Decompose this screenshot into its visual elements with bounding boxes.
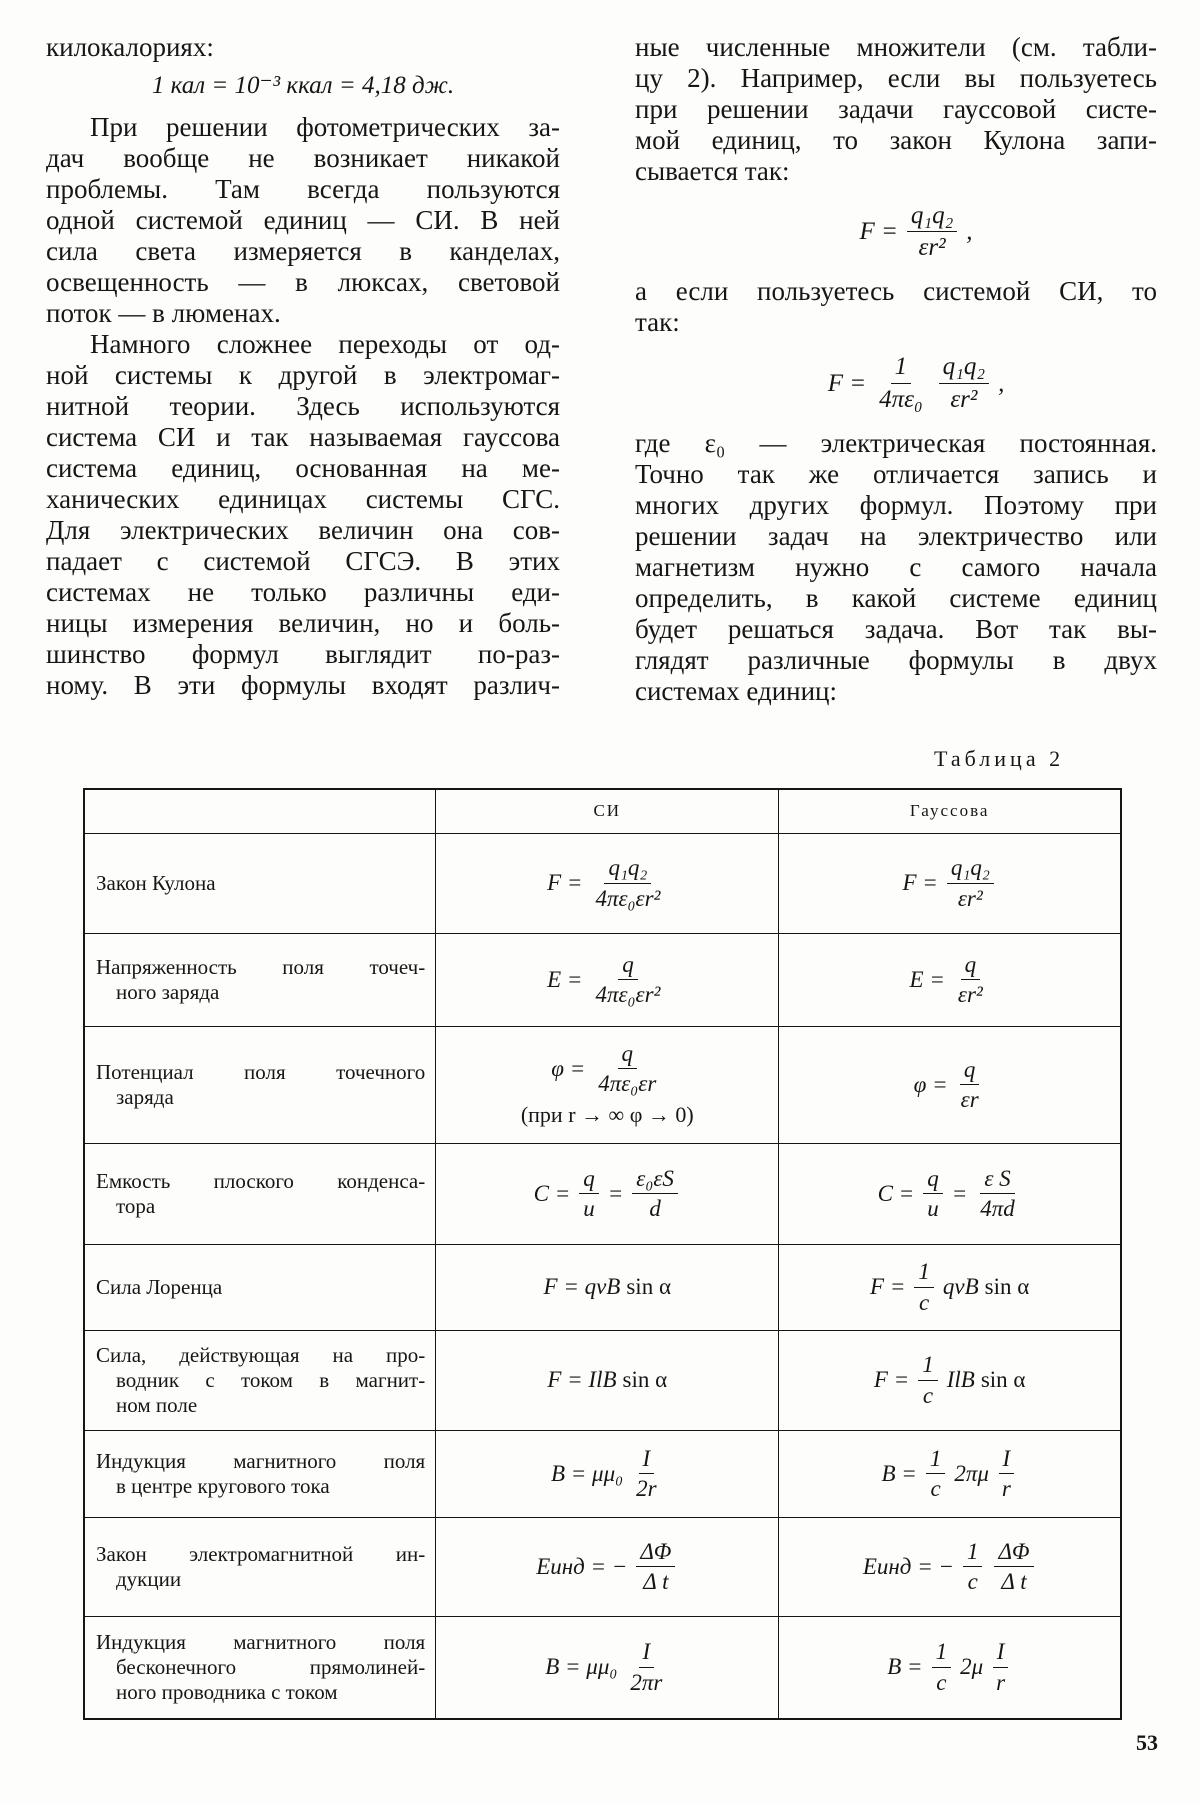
column-header [84, 789, 436, 833]
formula-term: IlB [946, 1367, 975, 1392]
gauss-formula-cell [779, 1517, 1121, 1616]
numerator: ε₀εS [632, 1166, 678, 1194]
numerator: I [999, 1446, 1015, 1474]
text-line: ной системы к другой в электромаг- [46, 360, 560, 390]
si-formula [547, 855, 667, 911]
text-line: цу 2). Например, если вы пользуетесь [635, 63, 1157, 93]
numerator: 1 [914, 1259, 934, 1287]
text-line: системах единиц: [635, 676, 837, 706]
denominator: 4πε₀εr² [595, 982, 661, 1007]
text-line: будет решаться задача. Вот так вы- [635, 614, 1157, 644]
denominator: 4πd [980, 1196, 1015, 1221]
fraction [923, 1166, 943, 1222]
text-line: проблемы. Там всегда пользуются [46, 174, 560, 204]
gauss-formula [887, 1639, 1012, 1695]
formula-term: F = [859, 218, 898, 245]
formula-term: = [951, 1180, 968, 1206]
gauss-formula [863, 1539, 1037, 1595]
denominator: d [649, 1196, 661, 1221]
table-caption: Таблица 2 [934, 746, 1065, 771]
quantity-label [84, 1430, 436, 1517]
formula-term: F = IlB [547, 1367, 617, 1392]
si-formula [536, 1539, 678, 1595]
gauss-formula-cell [779, 1330, 1121, 1430]
text-line: падает с системой СГСЭ. В этих [46, 546, 560, 576]
label-line: тора [116, 1193, 156, 1218]
fraction [632, 1446, 660, 1502]
text-line: поток — в люменах. [46, 298, 281, 328]
si-formula [534, 1166, 681, 1222]
denominator: u [583, 1196, 595, 1221]
gauss-formula [910, 952, 990, 1008]
numerator: ε S [980, 1166, 1014, 1194]
fraction [626, 1639, 666, 1695]
si-formula-cell [436, 1517, 779, 1616]
quantity-label [84, 1330, 436, 1430]
formula-term: F = [902, 870, 938, 895]
label-line: бесконечного прямолиней- [116, 1654, 426, 1679]
formula-term: sin α [626, 1274, 672, 1299]
si-formula-cell [436, 933, 779, 1026]
coulomb-gauss-formula [859, 202, 972, 262]
numerator: q [923, 1166, 943, 1194]
label-line: дукции [116, 1566, 182, 1591]
formula-term: , [998, 369, 1005, 397]
denominator: c [936, 1669, 947, 1695]
si-formula [551, 1446, 664, 1502]
si-formula [547, 952, 667, 1008]
fraction [992, 1639, 1009, 1695]
column-header: СИ [436, 789, 779, 833]
denominator: εr² [918, 234, 946, 261]
formula-term: sin α [980, 1367, 1026, 1392]
fraction [875, 353, 927, 413]
denominator: Δ t [1001, 1569, 1027, 1594]
label-line: Индукция магнитного поля [96, 1629, 426, 1654]
table-row [84, 1026, 1121, 1143]
denominator: r [1001, 1476, 1011, 1501]
text-line: глядят различные формулы в двух [635, 645, 1157, 675]
formula-term: E = [909, 966, 945, 992]
table-row [84, 833, 1121, 933]
denominator: r [996, 1669, 1006, 1695]
table-header-row [84, 789, 1121, 833]
text-line: магнетизм нужно с самого начала [635, 552, 1157, 582]
numerator: I [639, 1639, 655, 1667]
gauss-formula-cell [779, 1616, 1121, 1719]
quantity-label [84, 1244, 436, 1330]
text-line: системах не только различны еди- [46, 577, 560, 607]
label-line: Сила, действующая на про- [96, 1342, 426, 1367]
gauss-formula [881, 1446, 1017, 1502]
formula-term: 2πμ [954, 1460, 989, 1486]
quantity-label [84, 1026, 436, 1143]
label-line: Закон Кулона [96, 870, 216, 895]
fraction [591, 952, 664, 1008]
text-line: Намного сложнее переходы от од- [90, 329, 560, 359]
numerator: q [960, 1057, 980, 1085]
gauss-formula-cell [779, 933, 1121, 1026]
formula-term: = [607, 1180, 624, 1206]
right-text-column [635, 32, 1157, 707]
gauss-formula-cell [779, 1430, 1121, 1517]
text-line: решении задач на электричество или [635, 521, 1157, 551]
fraction [907, 202, 957, 262]
fraction [994, 1539, 1033, 1595]
denominator: 4πε₀εr [598, 1071, 657, 1096]
fraction [914, 1259, 934, 1315]
denominator: c [967, 1569, 978, 1594]
column-header: Гауссова [779, 789, 1121, 833]
label-line: водник с током в магнит- [116, 1367, 426, 1392]
formula-term: C = [533, 1180, 571, 1206]
formula-term: φ = [913, 1071, 948, 1097]
text-line: освещенность — в люксах, световой [46, 267, 560, 297]
units-comparison-table [83, 788, 1122, 1720]
text-line: Для электрических величин она сов- [46, 515, 560, 545]
gauss-formula-cell [779, 1026, 1121, 1143]
text-line: дач вообще не возникает никакой [46, 143, 560, 173]
fraction [932, 1639, 952, 1695]
text-line: При решении фотометрических за- [90, 112, 560, 142]
text-line: многих других формул. Поэтому при [635, 490, 1157, 520]
text-line: ницы измерения величин, но и боль- [46, 608, 560, 638]
formula-term: 1 кал = 10⁻³ ккал = 4,18 дж. [151, 72, 455, 99]
numerator: 1 [926, 1446, 946, 1474]
label-line: в центре кругового тока [116, 1473, 330, 1498]
table-row [84, 1616, 1121, 1719]
formula-term: sin α [622, 1367, 668, 1392]
numerator: 1 [918, 1352, 938, 1380]
quantity-label [84, 833, 436, 933]
si-formula-cell [436, 1244, 779, 1330]
formula-term: C = [877, 1180, 915, 1206]
quantity-label [84, 1517, 436, 1616]
text-line: килокалориях: [46, 32, 214, 62]
formula-term: Eинд = − [536, 1553, 628, 1579]
fraction [939, 353, 989, 413]
numerator: q₁q₂ [907, 202, 957, 233]
label-line: Потенциал поля точечного [96, 1059, 426, 1084]
gauss-formula [903, 855, 997, 911]
label-line: Сила Лоренца [96, 1274, 223, 1299]
formula-block [635, 338, 1157, 428]
si-formula [547, 1367, 667, 1393]
denominator: u [927, 1196, 939, 1221]
numerator: I [993, 1639, 1009, 1667]
numerator: 1 [963, 1539, 983, 1567]
si-formula-cell [436, 833, 779, 933]
gauss-formula-cell [779, 1143, 1121, 1244]
denominator: 2πr [630, 1669, 663, 1695]
label-line: Закон электромагнитной ин- [96, 1541, 426, 1566]
left-text-column [46, 32, 560, 701]
text-line: а если пользуетесь системой СИ, то [635, 276, 1157, 306]
si-formula [544, 1274, 671, 1300]
text-line: нитной теории. Здесь используются [46, 391, 560, 421]
si-formula-cell [436, 1616, 779, 1719]
table-row [84, 1330, 1121, 1430]
gauss-formula [878, 1166, 1022, 1222]
fraction [957, 1057, 983, 1113]
formula-block [635, 187, 1157, 276]
label-line: Напряженность поля точеч- [96, 954, 426, 979]
table-row [84, 1244, 1121, 1330]
fraction [926, 1446, 946, 1502]
fraction [976, 1166, 1019, 1222]
denominator: c [930, 1476, 941, 1501]
text-line: Точно так же отличается запись и [635, 459, 1157, 489]
label-line: Индукция магнитного поля [96, 1448, 426, 1473]
quantity-label [84, 1143, 436, 1244]
numerator: q₁q₂ [939, 353, 989, 384]
text-line: одной системой единиц — СИ. В ней [46, 205, 560, 235]
coulomb-si-formula [828, 353, 1005, 413]
gauss-formula [914, 1057, 986, 1113]
label-line: ном поле [116, 1392, 198, 1417]
quantity-label [84, 933, 436, 1026]
si-formula-cell [436, 1330, 779, 1430]
gauss-formula [874, 1352, 1026, 1408]
fraction [998, 1446, 1015, 1502]
formula-term: 2μ [960, 1654, 984, 1680]
text-line: ному. В эти формулы входят различ- [46, 670, 560, 700]
denominator: 4πε₀εr² [595, 885, 661, 911]
label-line: ного проводника с током [116, 1679, 338, 1704]
denominator: 4πε₀ [879, 385, 923, 413]
fraction [954, 952, 987, 1008]
numerator: I [639, 1446, 655, 1474]
formula-term: B = [881, 1460, 917, 1486]
table-row [84, 1517, 1121, 1616]
table-row [84, 933, 1121, 1026]
numerator: ΔΦ [994, 1539, 1033, 1567]
numerator: q [961, 952, 981, 980]
formula-term: F = qvB [543, 1274, 621, 1299]
formula-term: , [966, 218, 973, 245]
formula-term: Eинд = − [862, 1553, 954, 1579]
denominator: c [919, 1289, 930, 1315]
fraction [591, 855, 664, 911]
formula-term: B = μμ₀ [545, 1654, 618, 1680]
fraction [636, 1539, 675, 1595]
label-line: Емкость плоского конденса- [96, 1168, 426, 1193]
denominator: εr [960, 1087, 979, 1112]
denominator: εr² [957, 885, 983, 911]
si-formula [545, 1639, 669, 1695]
fraction [963, 1539, 983, 1595]
text-line: при решении задачи гауссовой систе- [635, 94, 1157, 124]
fraction [918, 1352, 938, 1408]
fraction [594, 1041, 660, 1097]
formula-term: qvB [942, 1274, 979, 1299]
formula-term: F = [547, 870, 583, 895]
table-row [84, 1430, 1121, 1517]
si-formula-cell [436, 1430, 779, 1517]
text-line: система СИ и так называемая гауссова [46, 422, 560, 452]
formula-term: E = [547, 966, 583, 992]
text-line: система единиц, основанная на ме- [46, 453, 560, 483]
si-formula-cell [436, 1026, 779, 1143]
formula-term: F = [873, 1367, 910, 1392]
formula-note: (при r → ∞ φ → 0) [520, 1102, 694, 1128]
numerator: 1 [932, 1639, 952, 1667]
formula-term: φ = [551, 1055, 586, 1081]
text-line: мой единиц, то закон Кулона запи- [635, 125, 1157, 155]
formula-term: F = [827, 369, 867, 397]
gauss-formula-cell [779, 833, 1121, 933]
numerator: q [618, 952, 638, 980]
numerator: q [618, 1041, 638, 1069]
numerator: q [579, 1166, 599, 1194]
denominator: 2r [636, 1476, 657, 1501]
gauss-formula [870, 1259, 1029, 1315]
numerator: ΔΦ [636, 1539, 675, 1567]
denominator: εr² [957, 982, 983, 1007]
denominator: εr² [950, 385, 978, 413]
table-row [84, 1143, 1121, 1244]
formula-term: B = μμ₀ [550, 1460, 624, 1486]
numerator: q₁q₂ [947, 855, 994, 883]
text-line: определить, в какой системе единиц [635, 583, 1157, 613]
text-line: где ε₀ — электрическая постоянная. [635, 428, 1157, 458]
text-line: ханических единицах системы СГС. [46, 484, 560, 514]
formula-term: F = [870, 1274, 906, 1299]
page-number: 53 [1136, 1730, 1158, 1755]
fraction [579, 1166, 599, 1222]
quantity-label [84, 1616, 436, 1719]
si-formula [551, 1041, 663, 1097]
label-line: ного заряда [116, 979, 220, 1004]
denominator: Δ t [643, 1569, 669, 1594]
text-line: шинство формул выглядит по-раз- [46, 639, 560, 669]
label-line: заряда [116, 1084, 174, 1109]
fraction [632, 1166, 678, 1222]
formula-block [46, 63, 560, 108]
text-line: так: [635, 307, 680, 337]
calorie-formula [152, 70, 454, 101]
gauss-formula-cell [779, 1244, 1121, 1330]
formula-term: B = [887, 1654, 923, 1680]
formula-term: sin α [984, 1274, 1030, 1299]
fraction [947, 855, 994, 911]
numerator: q₁q₂ [604, 855, 651, 883]
text-line: сила света измеряется в канделах, [46, 236, 560, 266]
text-line: сывается так: [635, 156, 790, 186]
denominator: c [922, 1382, 934, 1408]
numerator: 1 [891, 353, 912, 384]
text-line: ные численные множители (см. табли- [635, 32, 1157, 62]
si-formula-cell [436, 1143, 779, 1244]
